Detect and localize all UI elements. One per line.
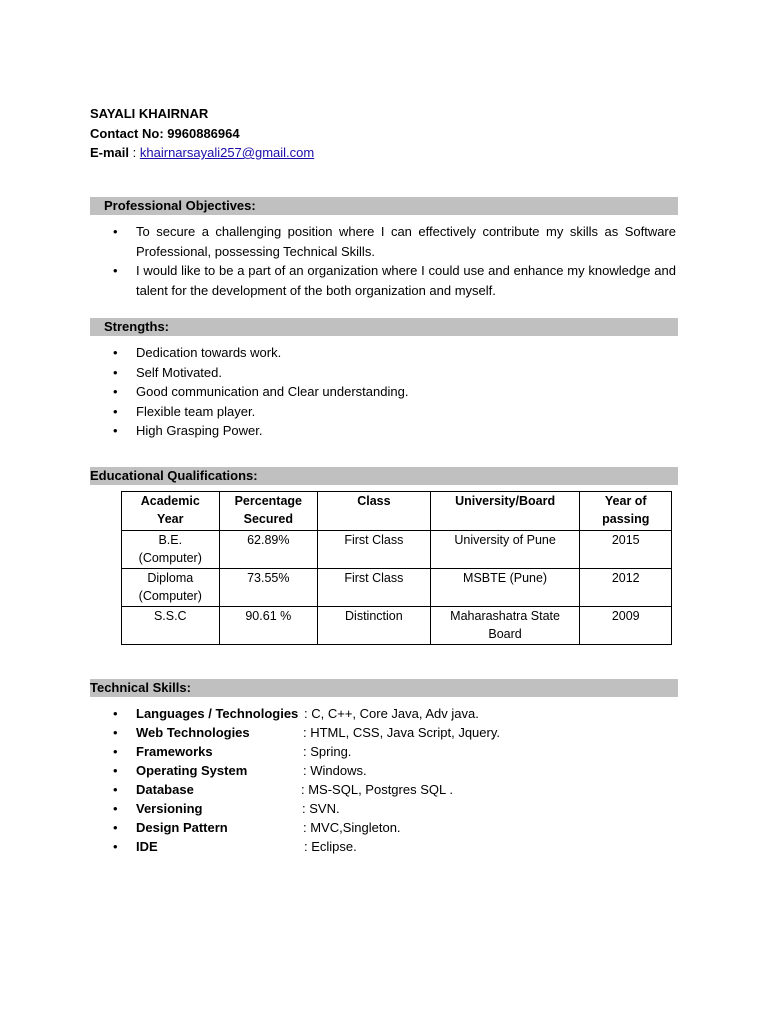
bullet-icon: • (113, 423, 118, 439)
table-row (122, 569, 672, 607)
bullet-icon: • (113, 782, 118, 797)
bullet-icon: • (113, 839, 118, 854)
contact-label: Contact No: (90, 125, 164, 141)
table-cell: B.E. (Computer) (122, 531, 220, 569)
bullet-icon: • (113, 224, 118, 239)
skill-value: : HTML, CSS, Java Script, Jquery. (303, 725, 500, 740)
bullet-icon: • (113, 801, 118, 816)
skill-value: : Spring. (303, 744, 352, 759)
list-item: • Flexible team player. (90, 402, 676, 422)
bullet-icon: • (113, 820, 118, 835)
skill-value: : MS-SQL, Postgres SQL . (301, 782, 453, 797)
table-cell: 2015 (580, 531, 672, 569)
skill-name: Languages / Technologies (136, 706, 299, 721)
table-cell: 62.89% (219, 531, 318, 569)
objectives-heading: Professional Objectives: (90, 197, 678, 215)
skills-heading: Technical Skills: (90, 679, 678, 697)
bullet-icon: • (113, 744, 118, 759)
skill-value: : SVN. (302, 801, 340, 816)
education-heading: Educational Qualifications: (90, 467, 678, 485)
table-cell: First Class (318, 531, 431, 569)
contact-line (90, 124, 314, 144)
bullet-icon: • (113, 706, 118, 721)
strengths-list (90, 343, 676, 441)
table-cell: Maharashatra State Board (430, 607, 580, 645)
bullet-icon: • (113, 763, 118, 778)
list-item: • Dedication towards work. (90, 343, 676, 363)
column-header: Percentage Secured (219, 492, 318, 531)
skill-value: : Windows. (303, 763, 367, 778)
bullet-icon: • (113, 403, 118, 419)
table-cell: First Class (318, 569, 431, 607)
skill-value: : Eclipse. (304, 839, 357, 854)
table-cell: 90.61 % (219, 607, 318, 645)
table-cell: Distinction (318, 607, 431, 645)
column-header: Year of passing (580, 492, 672, 531)
email-separator: : (132, 145, 137, 160)
list-item: • High Grasping Power. (90, 421, 676, 441)
skill-name: Design Pattern (136, 820, 228, 835)
table-cell: MSBTE (Pune) (430, 569, 580, 607)
candidate-name: SAYALI KHAIRNAR (90, 106, 209, 121)
bullet-icon: • (113, 364, 118, 380)
email-link[interactable]: khairnarsayali257@gmail.com (139, 145, 315, 160)
list-item: • I would like to be a part of an organization where I could use and enhance my knowledge and talent for the development of the both organization and myself. (113, 263, 676, 298)
table-cell: Diploma (Computer) (122, 569, 220, 607)
list-item: • Good communication and Clear understanding. (90, 382, 676, 402)
skill-name: Operating System (136, 763, 248, 778)
strengths-heading: Strengths: (90, 318, 678, 336)
column-header: Class (318, 492, 431, 531)
bullet-icon: • (113, 263, 118, 279)
skill-value: : C, C++, Core Java, Adv java. (304, 706, 479, 721)
contact-value: 9960886964 (167, 125, 240, 141)
skill-name: IDE (136, 839, 158, 854)
list-item: • Self Motivated. (90, 363, 676, 383)
bullet-icon: • (113, 384, 118, 400)
education-table (121, 491, 672, 645)
table-cell: 2012 (580, 569, 672, 607)
skill-value: : MVC,Singleton. (303, 820, 401, 835)
table-cell: 2009 (580, 607, 672, 645)
skill-name: Frameworks (136, 744, 213, 759)
bullet-icon: • (113, 345, 118, 360)
bullet-icon: • (113, 725, 118, 740)
table-cell: S.S.C (122, 607, 220, 645)
skill-name: Database (136, 782, 194, 797)
objectives-list (90, 222, 676, 300)
table-cell: University of Pune (430, 531, 580, 569)
table-row (122, 531, 672, 569)
column-header: University/Board (430, 492, 580, 531)
table-header-row (122, 492, 672, 531)
skill-name: Versioning (136, 801, 203, 816)
email-line (90, 143, 314, 163)
table-cell: 73.55% (219, 569, 318, 607)
column-header: Academic Year (122, 492, 220, 531)
skill-name: Web Technologies (136, 725, 250, 740)
header (90, 104, 314, 163)
table-row (122, 607, 672, 645)
list-item: • To secure a challenging position where I can effectively contribute my skills as Software Professional, possessing Technical Skills. (113, 224, 676, 259)
email-label: E-mail (90, 145, 130, 160)
